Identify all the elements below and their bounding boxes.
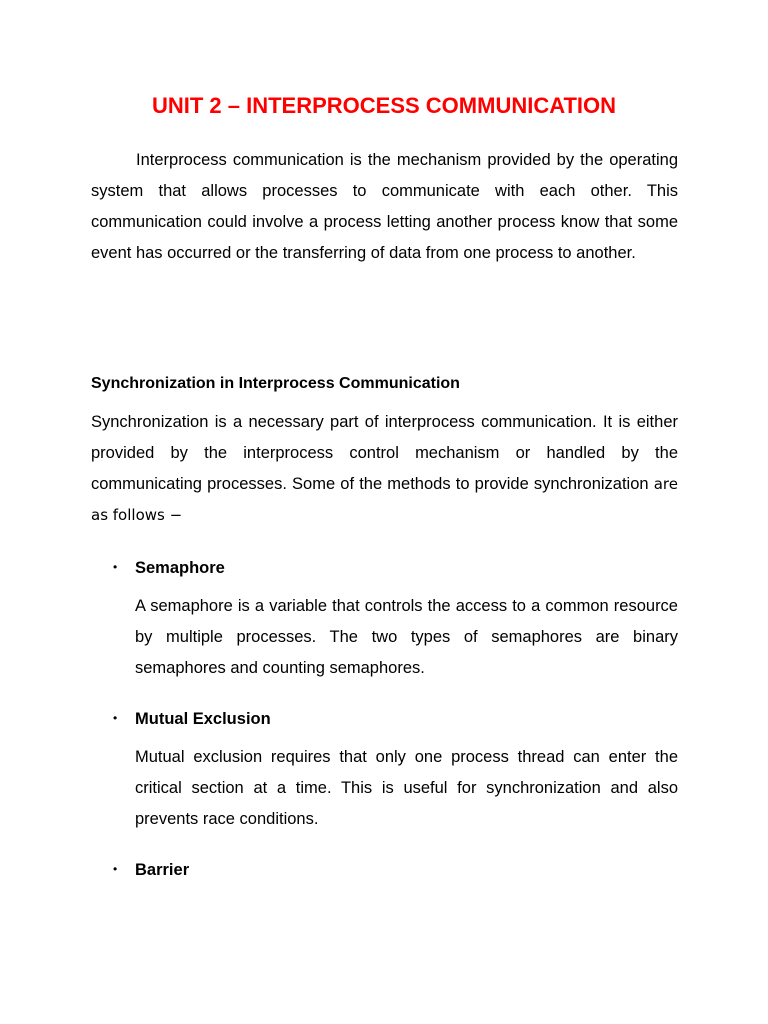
list-item-title: Barrier [135, 861, 190, 879]
list-item-description: Mutual exclusion requires that only one process thread can enter the critical section at a time. This is useful for synchronization and also prevents race conditions. [135, 748, 678, 828]
bullet-icon: • [113, 560, 118, 574]
sync-paragraph-tail: are as follows − [91, 475, 678, 524]
list-item [113, 704, 271, 733]
page-title: UNIT 2 – INTERPROCESS COMMUNICATION [151, 93, 617, 118]
intro-paragraph: Interprocess communication is the mechanism provided by the operating system that allows processes to communicate with each other. This communication could involve a process letting another process know that some event has occurred or the transferring of data from one process to another. [91, 151, 678, 262]
list-item-description: A semaphore is a variable that controls the access to a common resource by multiple processes. The two types of semaphores are binary semaphores and counting semaphores. [135, 597, 678, 677]
section-heading: Synchronization in Interprocess Communication [91, 375, 460, 392]
list-item [113, 553, 225, 582]
list-item-title: Semaphore [135, 559, 225, 577]
bullet-icon: • [113, 711, 118, 725]
bullet-icon: • [113, 862, 118, 876]
list-item-title: Mutual Exclusion [135, 710, 271, 728]
sync-paragraph-text: Synchronization is a necessary part of interprocess communication. It is either provided by the interprocess control mechanism or handled by the communicating processes. Some of the methods to provide synchronization [91, 413, 678, 493]
list-item [113, 855, 189, 884]
sync-paragraph [91, 407, 678, 531]
